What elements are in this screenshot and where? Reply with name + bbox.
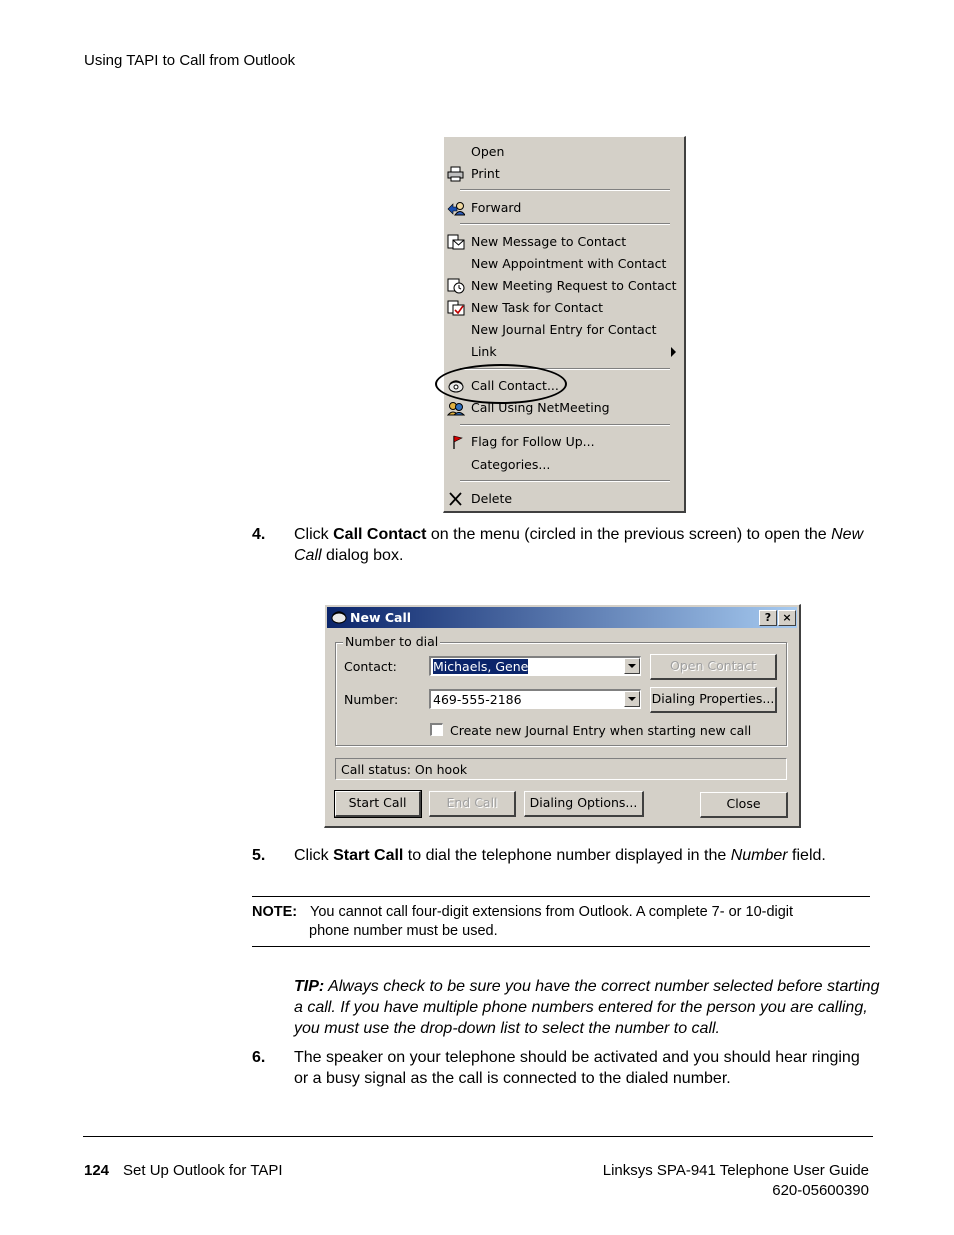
menu-separator xyxy=(460,223,670,225)
menu-item-new-message[interactable] xyxy=(444,232,684,252)
menu-item-label: Open xyxy=(471,144,505,159)
menu-item-open[interactable] xyxy=(444,142,684,162)
end-call-button[interactable]: End Call xyxy=(429,791,516,817)
menu-separator xyxy=(460,424,670,426)
help-button[interactable]: ? xyxy=(759,610,777,626)
running-header: Using TAPI to Call from Outlook xyxy=(84,52,296,69)
close-button[interactable]: Close xyxy=(700,792,788,818)
tip-paragraph xyxy=(294,976,884,1039)
forward-contact-icon xyxy=(447,200,465,216)
step-6 xyxy=(252,1047,882,1091)
menu-item-label: New Appointment with Contact xyxy=(471,256,667,271)
note-label: NOTE: xyxy=(252,904,298,920)
tip-label: TIP: xyxy=(294,978,325,995)
number-label: Number: xyxy=(344,692,399,707)
step-number: 5. xyxy=(252,847,266,864)
highlight-circle xyxy=(435,364,567,404)
journal-checkbox-label: Create new Journal Entry when starting new call xyxy=(450,723,752,738)
call-status-bar xyxy=(335,758,787,780)
contact-combo[interactable] xyxy=(429,656,641,676)
tip-text: Always check to be sure you have the correct number selected before starting a call. If you have multiple phone numbers entered for the person you are calling, you must use the drop-down list to select the number to call. xyxy=(294,978,880,1037)
footer-left xyxy=(84,1161,283,1181)
menu-separator xyxy=(460,189,670,191)
note-top-rule xyxy=(252,896,870,897)
contact-label: Contact: xyxy=(344,659,397,674)
step-5 xyxy=(252,845,882,869)
menu-item-categories[interactable] xyxy=(444,455,684,475)
menu-separator xyxy=(460,480,670,482)
dialing-options-button[interactable]: Dialing Options... xyxy=(524,791,644,817)
note-bottom-rule xyxy=(252,946,870,947)
task-icon xyxy=(447,300,465,316)
footer-rule xyxy=(83,1136,873,1137)
start-call-button[interactable]: Start Call xyxy=(335,791,421,817)
menu-item-label: Delete xyxy=(471,491,513,506)
guide-title: Linksys SPA-941 Telephone User Guide xyxy=(602,1162,869,1179)
menu-item-label: Call Using NetMeeting xyxy=(471,400,610,415)
step-number: 6. xyxy=(252,1049,266,1066)
group-label: Number to dial xyxy=(345,634,439,649)
menu-item-flag[interactable] xyxy=(444,432,684,452)
delete-x-icon xyxy=(447,491,465,507)
note-box xyxy=(252,903,870,943)
page-number: 124 xyxy=(84,1162,110,1179)
menu-item-new-task[interactable] xyxy=(444,298,684,318)
journal-checkbox[interactable] xyxy=(430,723,443,736)
menu-item-label: New Meeting Request to Contact xyxy=(471,278,677,293)
doc-number: 620-05600390 xyxy=(772,1182,869,1199)
dialog-title: New Call xyxy=(350,610,412,625)
flag-icon xyxy=(447,434,465,450)
phone-icon xyxy=(330,609,348,625)
contact-context-menu xyxy=(443,136,686,513)
new-call-dialog xyxy=(324,604,801,828)
menu-item-new-appointment[interactable] xyxy=(444,254,684,274)
message-icon xyxy=(447,234,465,250)
close-icon[interactable]: × xyxy=(778,610,796,626)
menu-item-link[interactable] xyxy=(444,342,684,362)
step-4 xyxy=(252,524,882,568)
step-text: The speaker on your telephone should be activated and you should hear ringing or a busy signal as the call is connected to the dialed number. xyxy=(294,1049,860,1087)
footer-section: Set Up Outlook for TAPI xyxy=(123,1162,283,1179)
menu-item-label: Categories... xyxy=(471,457,551,472)
menu-item-label: Print xyxy=(471,166,500,181)
menu-item-label: Forward xyxy=(471,200,522,215)
menu-item-label: Link xyxy=(471,344,497,359)
menu-item-label: New Message to Contact xyxy=(471,234,627,249)
number-value: 469-555-2186 xyxy=(433,692,522,707)
menu-item-label: New Task for Contact xyxy=(471,300,603,315)
submenu-arrow-icon xyxy=(671,347,676,357)
printer-icon xyxy=(447,166,465,182)
chevron-down-icon[interactable] xyxy=(624,691,640,707)
netmeeting-icon xyxy=(447,400,465,416)
step-text: Click Start Call to dial the telephone number displayed in the Number field. xyxy=(294,847,826,864)
meeting-icon xyxy=(447,278,465,294)
note-text-line-1: You cannot call four-digit extensions from Outlook. A complete 7- or 10-digit xyxy=(310,904,794,920)
call-status-text: Call status: On hook xyxy=(341,762,468,777)
menu-item-label: New Journal Entry for Contact xyxy=(471,322,657,337)
chevron-down-icon[interactable] xyxy=(624,658,640,674)
contact-value: Michaels, Gene xyxy=(433,659,529,674)
menu-item-forward[interactable] xyxy=(444,198,684,218)
step-text: Click Call Contact on the menu (circled in the previous screen) to open the New Call dialog box. xyxy=(294,526,864,564)
menu-item-new-meeting[interactable] xyxy=(444,276,684,296)
note-text-line-2: phone number must be used. xyxy=(309,923,498,939)
step-number: 4. xyxy=(252,526,266,543)
footer-right xyxy=(603,1161,869,1201)
menu-item-new-journal[interactable] xyxy=(444,320,684,340)
menu-item-label: Call Contact... xyxy=(471,378,559,393)
dialog-titlebar xyxy=(327,607,797,628)
open-contact-button[interactable]: Open Contact xyxy=(650,654,777,680)
menu-item-print[interactable] xyxy=(444,164,684,184)
number-combo[interactable] xyxy=(429,689,641,709)
menu-item-label: Flag for Follow Up... xyxy=(471,434,595,449)
dialing-properties-button[interactable]: Dialing Properties... xyxy=(650,687,777,713)
menu-item-delete[interactable] xyxy=(444,489,684,509)
